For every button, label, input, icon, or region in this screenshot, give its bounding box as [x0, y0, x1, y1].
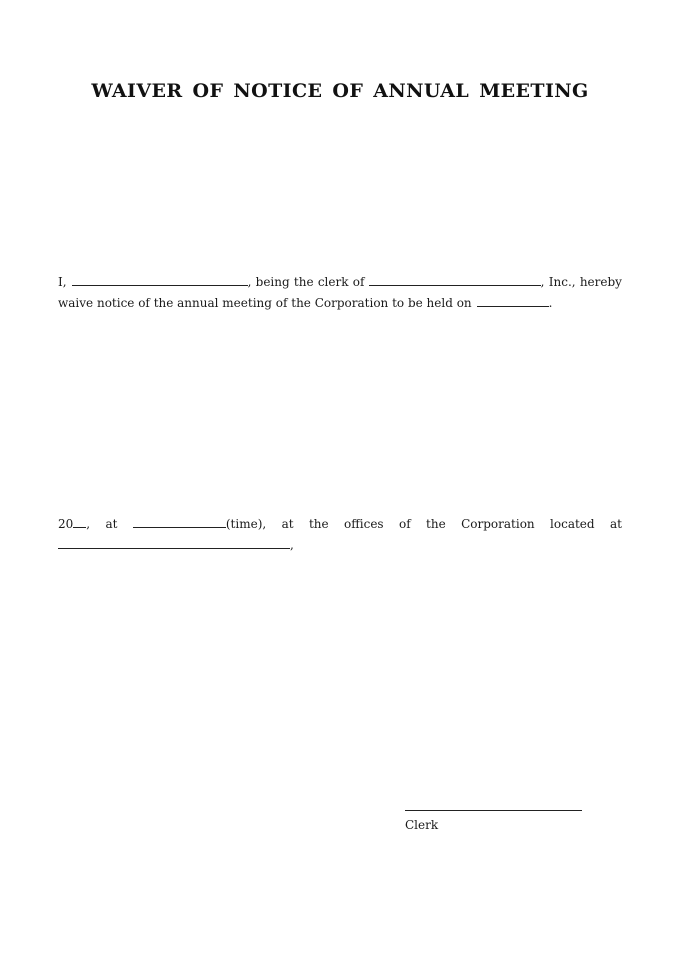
meeting-date-blank[interactable] [477, 294, 549, 307]
word: of [352, 275, 365, 289]
paragraph-line: , [58, 535, 622, 556]
word: the [426, 517, 446, 531]
document-title: WAIVER OF NOTICE OF ANNUAL MEETING [91, 80, 589, 102]
word: Corporation [461, 517, 535, 531]
time-blank[interactable] [133, 515, 226, 528]
year-blank[interactable] [73, 515, 86, 528]
location-blank[interactable] [58, 536, 290, 549]
word: offices [344, 517, 384, 531]
clerk-name-blank[interactable] [72, 273, 248, 286]
word: hereby [579, 275, 622, 289]
word: at [609, 517, 622, 531]
paragraph-line: 20 , at (time), at the offices of the Corporation located at [58, 514, 622, 535]
word: being [255, 275, 290, 289]
word: clerk [317, 275, 349, 289]
signature-label: Clerk [405, 818, 439, 832]
corporation-name-blank[interactable] [369, 273, 541, 286]
word: at [281, 517, 294, 531]
word: Inc., [548, 275, 576, 289]
word: (time), [225, 517, 267, 531]
word: located [550, 517, 595, 531]
word: of [398, 517, 411, 531]
waive-notice-text: waive notice of the annual meeting of the Corporation to be held on [58, 296, 472, 310]
year-prefix: 20 [58, 517, 74, 531]
paragraph-line: waive notice of the annual meeting of the Corporation to be held on . [58, 293, 622, 314]
word: at [105, 517, 118, 531]
word: the [308, 517, 329, 531]
word: the [293, 275, 314, 289]
word: I, [58, 275, 67, 289]
paragraph-line: I, , being the clerk of , Inc., hereby [58, 272, 622, 293]
signature-line[interactable] [405, 810, 582, 811]
paragraph-clerk-statement [58, 272, 622, 314]
paragraph-meeting-details [58, 514, 622, 556]
